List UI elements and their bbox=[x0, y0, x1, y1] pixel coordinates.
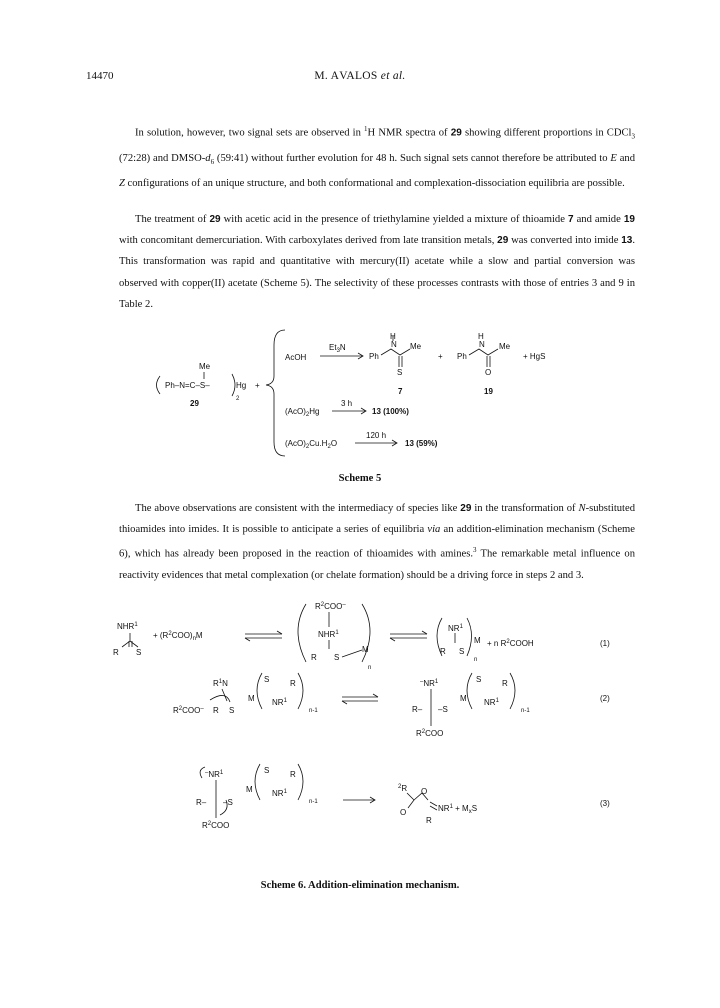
svg-text:R2COO–: $R^2COO^-$ bbox=[173, 706, 204, 715]
svg-text:R: R bbox=[290, 679, 296, 688]
equation-1-label: (1) bbox=[600, 639, 610, 648]
product-13-hg: 13 (100%) bbox=[372, 407, 409, 416]
cond-120h: 120 h bbox=[366, 431, 387, 440]
svg-text:Me: Me bbox=[199, 362, 211, 371]
svg-text:–S: –S bbox=[223, 798, 233, 807]
running-header-author: M. AVALOS et al. bbox=[314, 70, 406, 82]
paragraph-1: In solution, however, two signal sets are observed in $^1$H NMR spectra of 29 showing different proportions in CDCl$_3$ (72:28) and DMSO-$d_6$ (59:41) without further evolution for 48 h. Such signal sets cannot therefore be attributed to E and Z configurations of an unique structure, and both conformational and complexation-dissociation equilibria are possible. bbox=[119, 125, 636, 190]
svg-text:M: M bbox=[460, 694, 467, 703]
svg-text:NR1: $NR^1$ bbox=[448, 624, 463, 633]
page-number: 14470 bbox=[86, 70, 114, 82]
svg-text:O: O bbox=[421, 787, 428, 796]
svg-text:N: N bbox=[391, 340, 397, 349]
svg-text:R1N: $R^1N$ bbox=[213, 679, 228, 688]
svg-text:Ph: Ph bbox=[369, 352, 379, 361]
svg-text:Me: Me bbox=[410, 342, 422, 351]
cond-et3n: $Et_3N$ bbox=[329, 343, 346, 354]
svg-text:R–: R– bbox=[412, 705, 423, 714]
product-13-cu: 13 (59%) bbox=[405, 439, 438, 448]
svg-text:–S: –S bbox=[438, 705, 448, 714]
svg-text:H: H bbox=[390, 332, 396, 341]
svg-text:n: n bbox=[474, 657, 478, 663]
paragraph-2: The treatment of 29 with acetic acid in the presence of triethylamine yielded a mixture of thioamide 7 and amide 19 with concomitant demercuriation. With carboxylates derived from late transition metals, 29 was converted into imide 13. This transformation was rapid and quantitative with mercury(II) acetate while a slow and partial conversion was observed with copper(II) acetate (Scheme 5). The selectivity of these processes contrasts with those of entries 3 and 9 in Table 2. bbox=[119, 214, 635, 310]
svg-text:O: O bbox=[485, 368, 492, 377]
svg-text:NHR1: NHR$^1$ bbox=[117, 622, 138, 631]
svg-text:S: S bbox=[397, 368, 403, 377]
svg-text:NR1: $NR^1$ bbox=[484, 698, 499, 707]
svg-text:n-1: n-1 bbox=[309, 799, 318, 805]
svg-text:+: + bbox=[438, 352, 443, 361]
svg-text:S: S bbox=[136, 648, 142, 657]
equation-3-label: (3) bbox=[600, 799, 610, 808]
compound-7-label: 7 bbox=[398, 387, 403, 396]
compound-19-label: 19 bbox=[484, 387, 493, 396]
svg-text:R: R bbox=[502, 679, 508, 688]
paragraph-3: The above observations are consistent with the intermediacy of species like 29 in the transformation of N-substituted thioamides into imides. It is possible to anticipate a series of equilibria via an addition-elimination mechanism (Scheme 6), which has already been proposed in the reaction of thioamides with amines.$^3$ The remarkable metal influence on reactivity evidences that metal complexation (or chelate formation) should be a driving force in steps 2 and 3. bbox=[119, 503, 635, 582]
reagent-cu-acetate: $(AcO)_2Cu.H_2O$ bbox=[285, 439, 338, 450]
svg-text:R2COO: $R^2COO$ bbox=[202, 821, 230, 830]
reagent-hg-acetate: $(AcO)_2Hg$ bbox=[285, 407, 320, 418]
byproduct-acid: + n $R^2COOH$ bbox=[487, 639, 534, 648]
cond-3h: 3 h bbox=[341, 399, 353, 408]
svg-text:S: S bbox=[476, 675, 482, 684]
svg-text:H: H bbox=[478, 332, 484, 341]
svg-text:M: M bbox=[246, 785, 253, 794]
svg-text:–NR1: $^-NR^1$ bbox=[205, 770, 224, 779]
svg-text:M: M bbox=[362, 645, 369, 654]
svg-text:NR1: $NR^1$ bbox=[272, 698, 287, 707]
svg-text:2R: $^2$R bbox=[398, 784, 408, 793]
svg-text:R–: R– bbox=[196, 798, 207, 807]
svg-text:R: R bbox=[426, 816, 432, 825]
svg-text:Hg: Hg bbox=[236, 381, 247, 390]
svg-text:R: R bbox=[440, 647, 446, 656]
svg-text:R: R bbox=[311, 653, 317, 662]
svg-text:R: R bbox=[213, 706, 219, 715]
byproduct-hgs: + HgS bbox=[523, 352, 546, 361]
svg-text:Ph–N=C–S–: Ph–N=C–S– bbox=[165, 381, 210, 390]
svg-text:Ph: Ph bbox=[457, 352, 467, 361]
svg-text:n-1: n-1 bbox=[521, 708, 530, 714]
svg-text:NR1: $NR^1$ bbox=[272, 789, 287, 798]
svg-text:R: R bbox=[290, 770, 296, 779]
equation-2-label: (2) bbox=[600, 694, 610, 703]
svg-text:R2COO–: $R^2COO^-$ bbox=[315, 602, 346, 611]
svg-text:S: S bbox=[459, 647, 465, 656]
reagent-acoh: AcOH bbox=[285, 353, 307, 362]
svg-text:R: R bbox=[113, 648, 119, 657]
svg-text:M: M bbox=[474, 636, 481, 645]
svg-text:NHR1: NHR$^1$ bbox=[318, 630, 339, 639]
svg-text:M: M bbox=[248, 694, 255, 703]
byproduct-imide: $NR^1 + M_xS$ bbox=[438, 804, 478, 815]
svg-text:O: O bbox=[400, 808, 407, 817]
svg-text:S: S bbox=[264, 766, 270, 775]
svg-text:2: 2 bbox=[236, 396, 240, 402]
svg-text:S: S bbox=[229, 706, 235, 715]
svg-text:S: S bbox=[334, 653, 340, 662]
svg-text:Me: Me bbox=[499, 342, 511, 351]
svg-text:–NR1: $^-NR^1$ bbox=[420, 679, 439, 688]
svg-text:N: N bbox=[479, 340, 485, 349]
svg-text:n-1: n-1 bbox=[309, 708, 318, 714]
compound-29-label: 29 bbox=[190, 399, 199, 408]
reagent-carboxylate: + $(R^2COO)_nM$ bbox=[153, 631, 203, 642]
scheme-5-caption: Scheme 5 bbox=[338, 473, 382, 484]
svg-text:S: S bbox=[264, 675, 270, 684]
svg-text:n: n bbox=[368, 665, 372, 671]
svg-text:+: + bbox=[255, 381, 260, 390]
svg-text:R2COO: $R^2COO$ bbox=[416, 729, 444, 738]
scheme-6-caption: Scheme 6. Addition-elimination mechanism. bbox=[260, 880, 460, 891]
